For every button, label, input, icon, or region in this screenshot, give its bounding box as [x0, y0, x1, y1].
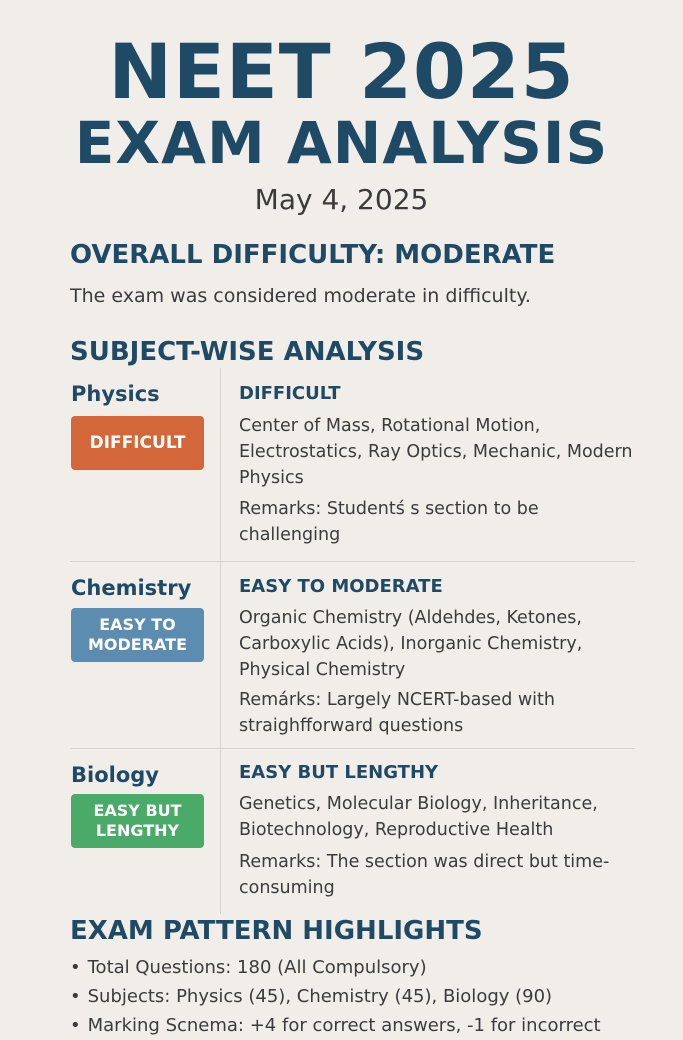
subject-name-physics: Physics	[71, 382, 160, 406]
difficulty-level-biology: EASY BUT LENGTHY	[239, 762, 439, 783]
exam-pattern-heading: EXAM PATTERN HIGHLIGHTS	[70, 916, 483, 946]
overall-difficulty-heading: OVERALL DIFFICULTY: MODERATE	[70, 240, 556, 270]
row-divider	[70, 561, 635, 562]
list-item: • Marking Scnema: +4 for correct answers, -1 for incorrect	[70, 1011, 601, 1040]
remarks-chemistry: Remárks: Largely NCERT-based with straighfforward questions	[239, 690, 555, 736]
remarks-physics: Remarks: Studentś s section to be challenging	[239, 499, 539, 545]
main-subtitle: EXAM ANALYSIS	[74, 109, 609, 177]
topics-biology: Genetics, Molecular Biology, Inheritance, Biotechnology, Reproductive Health	[239, 794, 598, 840]
exam-date: May 4, 2025	[254, 183, 429, 216]
subject-wise-heading: SUBJECT-WISE ANALYSIS	[70, 337, 425, 367]
list-item: • Subjects: Physics (45), Chemistry (45), Biology (90)	[70, 982, 601, 1011]
remarks-biology: Remarks: The section was direct but time-consuming	[239, 852, 610, 898]
main-title: NEET 2025	[108, 27, 575, 116]
exam-pattern-list	[70, 953, 601, 1040]
overall-difficulty-text: The exam was considered moderate in difficulty.	[70, 285, 531, 307]
list-item: • Total Questions: 180 (All Compulsory)	[70, 953, 601, 982]
difficulty-badge-physics: DIFFICULT	[71, 416, 204, 470]
difficulty-level-chemistry: EASY TO MODERATE	[239, 576, 443, 597]
difficulty-badge-biology: EASY BUT LENGTHY	[71, 794, 204, 848]
row-divider	[70, 748, 635, 749]
topics-physics: Center of Mass, Rotational Motion, Electrostatics, Ray Optics, Mechanic, Modern Physics	[239, 416, 633, 488]
topics-chemistry: Organic Chemistry (Aldehdes, Ketones, Carboxylic Acids), Inorganic Chemistry, Physical Chemistry	[239, 608, 583, 680]
subject-name-biology: Biology	[71, 763, 159, 787]
subject-name-chemistry: Chemistry	[71, 576, 192, 600]
column-divider	[220, 368, 221, 914]
difficulty-badge-chemistry: EASY TO MODERATE	[71, 608, 204, 662]
difficulty-level-physics: DIFFICULT	[239, 383, 341, 404]
